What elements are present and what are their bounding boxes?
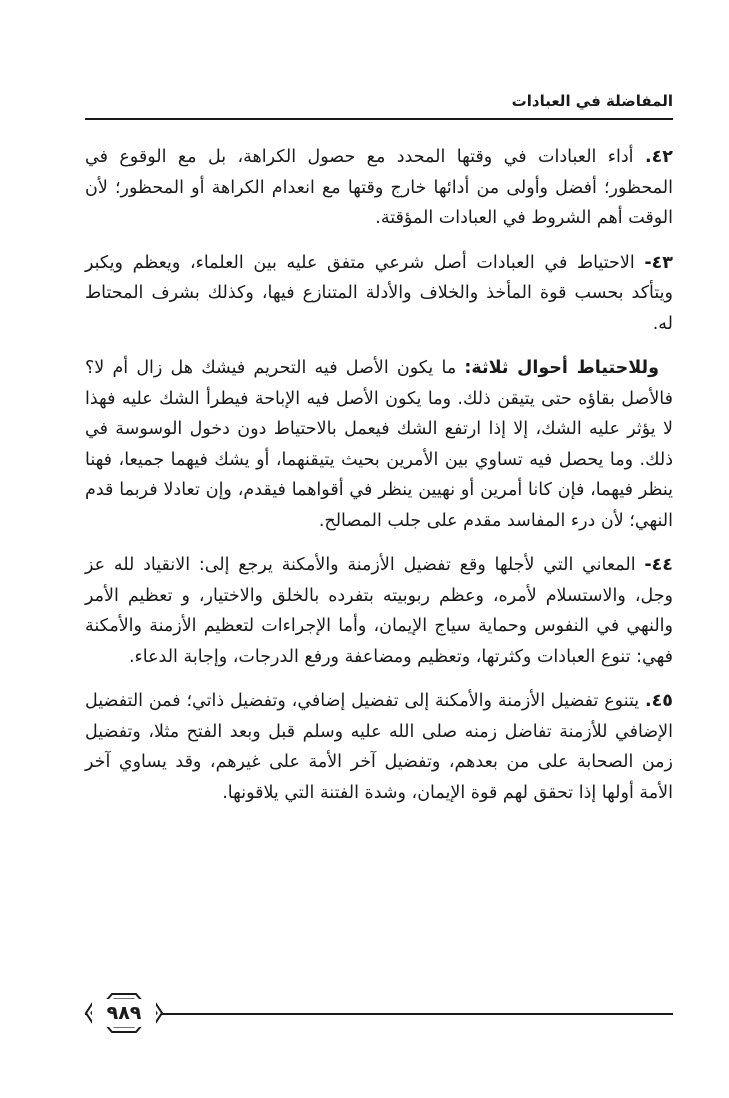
item-number: ٤٥. bbox=[644, 691, 673, 711]
paragraph-text: أداء العبادات في وقتها المحدد مع حصول الكراهة، بل مع الوقوع في المحظور؛ أفضل وأولى من أدائها خارج وقتها مع انعدام الكراهة أو المحظور؛ لأن الوقت أهم الشروط في العبادات المؤقتة. bbox=[85, 147, 673, 228]
paragraph-text: المعاني التي لأجلها وقع تفضيل الأزمنة والأمكنة يرجع إلى: الانقياد لله عز وجل، والاستسلام لأمره، وعظم ربوبيته بتفرده بالخلق والاختيار، و تعظيم الأمر والنهي في النفوس وحماية سياج الإيمان، وأما الإجراءات لتعظيم الأزمنة والأمكنة فهي: تنوع العبادات وكثرتها، وتعظيم ومضاعفة ورفع الدرجات، وإجابة الدعاء. bbox=[85, 555, 673, 667]
footer-rule bbox=[85, 1013, 673, 1015]
paragraph-lead: وللاحتياط أحوال ثلاثة: bbox=[464, 358, 660, 378]
paragraph-43 bbox=[85, 248, 673, 340]
paragraph-44 bbox=[85, 550, 673, 672]
paragraph-42 bbox=[85, 142, 673, 234]
paragraph-text: ما يكون الأصل فيه التحريم فيشك هل زال أم لا؟ فالأصل بقاؤه حتى يتيقن ذلك. وما يكون الأصل فيه الإباحة فيطرأ الشك عليه فهذا لا يؤثر عليه الشك، إلا إذا ارتفع الشك فيعمل بالاحتياط دون دخول الوسوسة في ذلك. وما يحصل فيه تساوي بين الأمرين بحيث يتيقنهما، أو يشك فيهما جميعا، فهنا ينظر فيهما، فإن كانا أمرين أو نهيين ينظر في أقواهما فيقدم، وإن تعادلا فربما قدم النهي؛ لأن درء المفاسد مقدم على جلب المصالح. bbox=[85, 358, 673, 531]
item-number: ٤٢. bbox=[644, 147, 673, 167]
paragraph-text: الاحتياط في العبادات أصل شرعي متفق عليه بين العلماء، ويعظم ويكبر ويتأكد بحسب قوة المأخذ والخلاف والأدلة المتنازع فيها، وكذلك بشرف المحتاط له. bbox=[85, 252, 673, 334]
page-number: ٩٨٩ bbox=[92, 999, 156, 1027]
paragraph-text: يتنوع تفضيل الأزمنة والأمكنة إلى تفضيل إضافي، وتفضيل ذاتي؛ فمن التفضيل الإضافي للأزمنة تفاضل زمنه صلى الله عليه وسلم قبل وبعد الفتح مثلا، وتفضيل زمن الصحابة على من بعدهم، وتفضيل آخر الأمة على غيرهم، وقد يساوي آخر الأمة أولها إذا تحقق لهم قوة الإيمان، وشدة الفتنة التي يلاقونها. bbox=[85, 691, 673, 803]
item-number: ٤٣- bbox=[644, 252, 673, 273]
running-header-title: المفاضلة في العبادات bbox=[511, 92, 673, 110]
item-number: ٤٤- bbox=[644, 555, 673, 575]
page-body bbox=[85, 142, 673, 822]
paragraph-45 bbox=[85, 686, 673, 808]
paragraph-precaution-states bbox=[85, 353, 673, 536]
header-rule bbox=[85, 118, 673, 120]
